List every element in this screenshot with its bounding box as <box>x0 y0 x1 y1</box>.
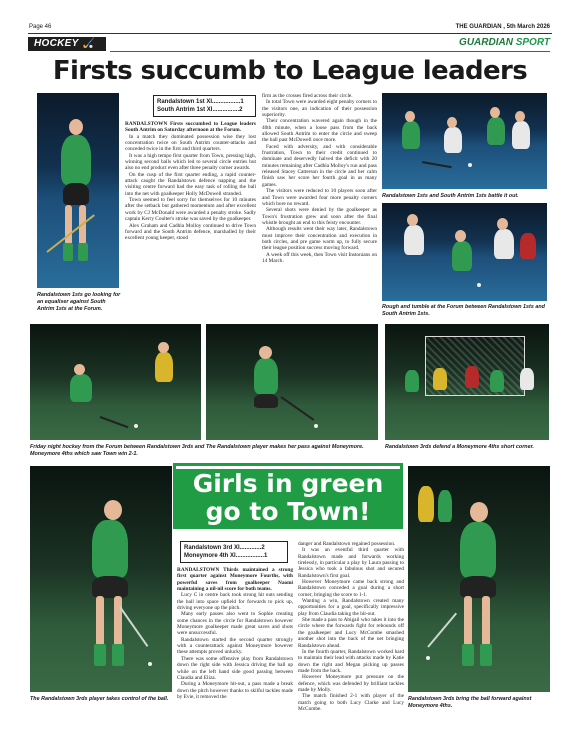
caption-3rds-short-corner: Randalstown 3rds defend a Moneymore 4ths short corner. <box>385 444 534 450</box>
photo-3rds-control <box>30 466 172 692</box>
score-line-home: Randalstown 3rd XI.............2 <box>184 545 265 551</box>
photo-1sts-equaliser <box>37 93 119 288</box>
photo-3rds-short-corner <box>385 324 549 440</box>
paragraph: It was a high tempo first quarter from Town, pressing high, winning second balls which led to several circle entries but also no end product even after three penalty corner awards. <box>125 152 256 172</box>
score-line-away: Moneymore 4th XI.................1 <box>184 553 268 559</box>
paragraph: Several shots were denied by the goalkeeper as Town's frustration grew and soon after the final whistle brought an end to this feisty encounter. <box>262 207 377 226</box>
paragraph: Town seemed to feel sorry for themselves for 10 minutes after the setback but gathered momentum and after excellent work by CJ McDonald were awarded a penalty stroke. Sadly captain Kerry Coulter's stroke was saved by the goalkeeper. <box>125 197 256 223</box>
brand-main: GUARDIAN <box>459 37 513 48</box>
scorebox-1sts <box>153 95 256 117</box>
masthead-brand <box>459 37 550 48</box>
hockey-stick-icon: 🏑 <box>82 38 96 49</box>
paragraph: Although results went their way later, Randalstown must improve their concentration and execution in both circles, and pre game warm up, to fully secure their league position success moving forward. <box>262 226 377 252</box>
paragraph: The match finished 2-1 with player of the match going to both Lucy Clarke and Lucy McCombe. <box>298 693 404 712</box>
page-number: Page 46 <box>29 24 52 30</box>
caption-1sts-rough-tumble: Rough and tumble at the Forum between Randalstown 1sts and South Antrim 1sts. <box>382 304 545 317</box>
score-line-away: South Antrim 1st XI................2 <box>157 107 243 113</box>
caption-3rds-control: The Randalstown 3rds player takes control of the ball. <box>30 696 169 702</box>
section-tag <box>28 37 106 51</box>
girls-in-green-banner <box>176 466 400 526</box>
paragraph: In the fourth quarter, Randalstown worked hard to maintain their lead with attacks made by Katie down the right and Megan picking up passes made from the back. <box>298 648 404 674</box>
dateline: THE GUARDIAN , 5th March 2026 <box>455 24 550 30</box>
paragraph: However Moneymore put pressure on the defence, which was defended by brilliant tackles made by Molly. <box>298 674 404 693</box>
caption-3rds-bring-forward: Randalstown 3rds bring the ball forward against Moneymore 4ths. <box>408 696 532 709</box>
brand-sport: SPORT <box>515 37 550 48</box>
photo-3rds-friday-night <box>30 324 201 440</box>
paragraph: She made a pass to Abigail who takes it into the circle where the forwards fight for rebounds off the goalkeeper and Lucy McCombe smashed another shot into the back of the net bringing Randalstown ahead. <box>298 617 404 649</box>
banner-line-2: go to Town! <box>205 497 371 526</box>
article1-column-2 <box>262 93 377 317</box>
paragraph: Alex Graham and Cadhla Molloy continued to drive Town forward and the South Antrim defence, marshalled by their excellent young keeper, stood <box>125 222 256 242</box>
article1-column-1 <box>125 121 256 317</box>
paragraph: Randalstown started the second quarter strongly with a counterattack against Moneymore however these attempts proved unlucky. <box>177 636 293 656</box>
paragraph: However Moneymore came back strong and Randalstown conceded a goal during a short corner, bringing the score to 1-1. <box>298 579 404 598</box>
paragraph: RANDALSTOWN Thirds maintained a strong first quarter against Moneymore Fourths, with powerful saves from goalkeeper Naomi maintaining a nil-nil score for both teams. <box>177 567 293 593</box>
article2-column-2 <box>298 541 404 733</box>
brand-rule <box>110 51 550 52</box>
paragraph: danger and Randalstown regained possession. <box>298 541 396 547</box>
photo-1sts-rough-tumble <box>382 203 547 301</box>
article2-column-1 <box>177 567 293 733</box>
caption-3rds-pass: The Randalstown player makes her pass against Moneymore. <box>206 444 364 450</box>
paragraph: In a match they dominated possession wise they lost concentration twice on South Antrim counter-attacks and conceded twice in the first and third quarters. <box>125 133 256 153</box>
photo-3rds-bring-forward <box>408 466 550 692</box>
paragraph: Wanting a win, Randalstown created many opportunities for a goal, specifically impressive play from Claudia taking the hit-out. <box>298 598 404 617</box>
caption-1sts-equaliser: Randalstown 1sts go looking for an equaliser against South Antrim 1sts at the Forum. <box>37 292 121 312</box>
paragraph: firm as the crosses fired across their circle. <box>262 93 353 99</box>
paragraph: Lucy C in centre back took strong hit outs sending the ball into space upfield for forwards to pick up, driving everyone up the pitch. <box>177 592 293 612</box>
banner-line-1: Girls in green <box>192 469 384 498</box>
caption-3rds-friday-night: Friday night hockey from the Forum between Randalstown 3rds and Moneymore 4ths which saw Town win 2-1. <box>30 444 205 457</box>
paragraph: Many early passes also went to Sophie creating some chances in the circle for Randalstown however Moneymore goalkeeper made great saves and shots were unsuccessful. <box>177 611 293 637</box>
photo-3rds-pass <box>206 324 378 440</box>
page-headline: Firsts succumb to League leaders <box>52 56 528 86</box>
paragraph: RANDALSTOWN Firsts succumbed to League leaders South Antrim on Saturday afternoon at the Forum. <box>125 121 256 134</box>
top-rule <box>28 33 552 34</box>
paragraph: Their concentration wavered again though in the 40th minute, when a loose pass from the back allowed South Antrim to enter the circle and sweep the ball past McDowell once more. <box>262 118 377 144</box>
paragraph: Faced with adversity, and with considerable frustration, Town to their credit continued to dominate and deservedly halved the deficit with 20 minutes remaining after Cadhla Molloy's run and pass released Stacey Catterson in the circle and her calm finish saw her score her fourth goal in as many games. <box>262 143 377 188</box>
paragraph: In total Town were awarded eight penalty corners to the visitors one, an indication of their possession superiority. <box>262 99 377 119</box>
caption-1sts-battle: Randalstown 1sts and South Antrim 1sts battle it out. <box>382 193 519 199</box>
paragraph: On the cusp of the first quarter ending, a rapid counter-attack caught the Randalstown defence napping and the visiting centre forward had the easy task of rolling the ball into the net with goalkeeper Holly McDowell stranded. <box>125 171 256 197</box>
paragraph: A week off this week, then Town visit Instonians on 14 March. <box>262 251 377 264</box>
section-tag-label: HOCKEY <box>34 38 79 49</box>
paragraph: The visitors were reduced to 10 players soon after and Town were awarded four more penalty corners which bore no reward. <box>262 188 377 207</box>
score-line-home: Randalstown 1st XI.................1 <box>157 99 244 105</box>
paragraph: It was an eventful third quarter with Randalstown made and forwards working tirelessly, in particular a play by Laura passing to Jessica who took a fabulous shot and secured Randalstown's first goal. <box>298 547 404 579</box>
paragraph: There was some offensive play from Randalstown down the right side with Jessica driving the ball up while on the left hand side good passing between Claudia and Eliza. <box>177 655 293 681</box>
paragraph: During a Moneymore hit-out, a pass made a break down the pitch however thanks to skilful tackles made by Evie, it removed the <box>177 681 293 700</box>
photo-1sts-battle <box>382 93 547 189</box>
scorebox-3rds <box>180 541 288 563</box>
